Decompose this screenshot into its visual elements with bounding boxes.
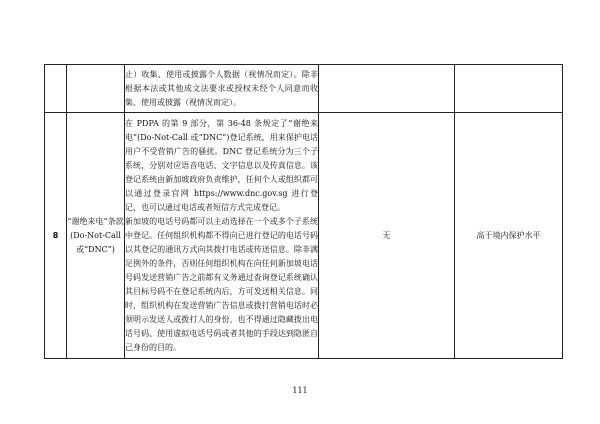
row-evaluation-cell: 高于境内保护水平 [455,113,563,359]
row-name-cell: “谢绝来电”条款(Do-Not-Call 或“DNC”) [67,113,125,359]
table-row [45,113,563,359]
row-evaluation-cell [455,65,563,113]
page-number: 111 [292,386,308,395]
description-paragraph: 新加坡的电话号码都可以主动选择在一个或多个子系统中登记。任何组织机构都不得向已进行登记的电话号码以其登记的通讯方式向其拨打电话或传送信息。除非满足例外的条件，否则任何组织机构在向任何新加坡电话号码发送营销广告之前都有义务通过查询登记系统确认其目标号码不在登记系统内后，方可发送相关信息。同时，组织机构在发送营销广告信息或拨打营销电话时必须明示发送人或拨打人的身份，也不得通过隐藏拨出电话号码、使用虚拟电话号码或者其他的手段达到隐匿自己身份的目的。 [125,216,318,352]
table-row [45,65,563,113]
description-paragraph: 止）收集、使用或披露个人数据（视情况而定）。除非根据本法或其他成文法要求或授权未经个人同意而收集、使用或披露（视情况而定）。 [125,69,318,107]
comparison-table [44,64,563,359]
row-number-cell: 8 [45,113,67,359]
row-number-cell [45,65,67,113]
row-description-cell [125,65,319,113]
row-comparison-cell [319,65,455,113]
row-description-cell [125,113,319,359]
row-name-cell [67,65,125,113]
row-comparison-cell: 无 [319,113,455,359]
description-paragraph: 在 PDPA 的第 9 部分，第 36-48 条规定了“谢绝来电”(Do-Not-Call 或“DNC”)登记系统，用来保护电话用户不受营销广告的骚扰。DNC 登记系统分为三个子系统，分别对应语音电话、文字信息以及传真信息。该登记系统由新加坡政府负责维护，任何个人或组织都可以通过登录官网 https://www.dnc.gov.sg 进行登记，也可以通过电话或者短信方式完成登记。 [125,118,318,212]
